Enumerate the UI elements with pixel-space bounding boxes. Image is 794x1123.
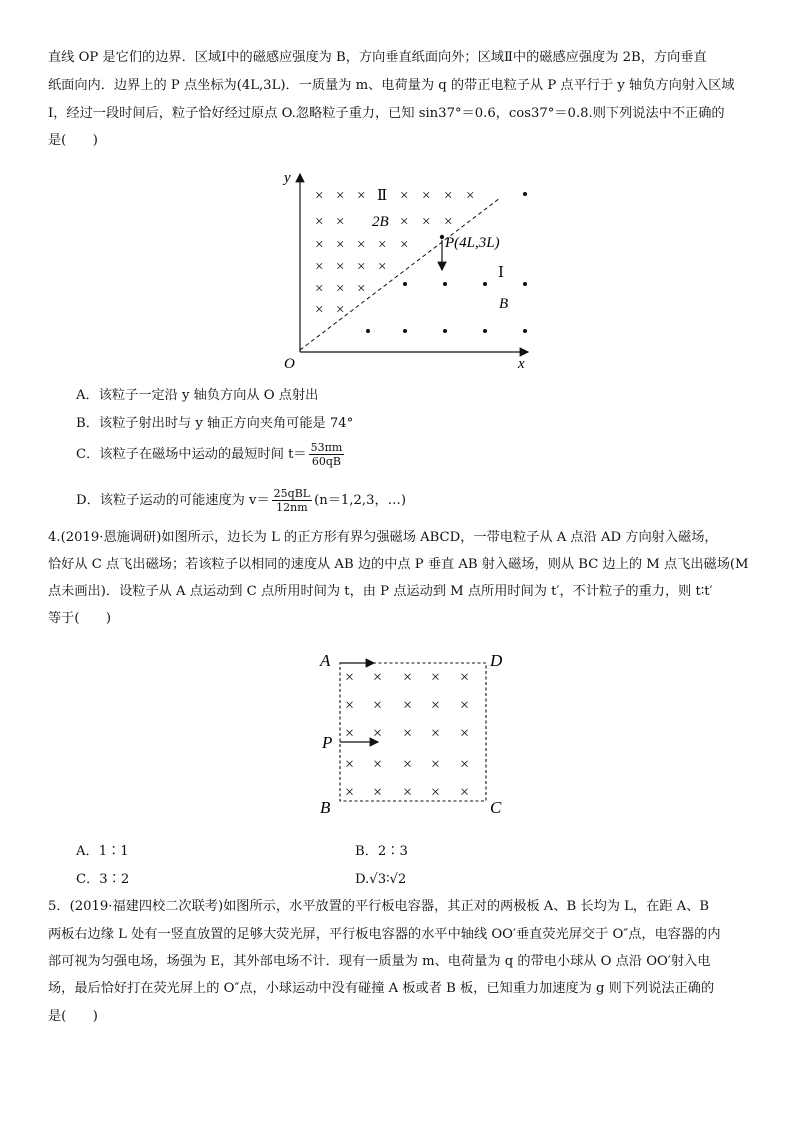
cross: × — [422, 188, 431, 204]
cross: × — [336, 302, 345, 318]
q4-option-b: B．2∶3 — [355, 844, 408, 859]
cross: × — [422, 214, 431, 230]
dot — [523, 192, 527, 196]
q5-stem-line-5: 是( ) — [48, 1009, 98, 1024]
q3-option-c-fraction — [309, 441, 345, 468]
cross: × — [336, 188, 345, 204]
q3-option-a: A．该粒子一定沿 y 轴负方向从 O 点射出 — [76, 388, 319, 403]
cross: × — [460, 697, 470, 714]
q3-stem-line-1: 直线 OP 是它们的边界．区域Ⅰ中的磁感应强度为 B，方向垂直纸面向外；区域Ⅱ中的磁感应强度为 2B，方向垂直 — [48, 50, 707, 65]
fraction-numerator: 53πm — [310, 441, 343, 454]
corner-b-label: B — [320, 798, 331, 817]
point-p-label: P — [322, 733, 333, 752]
cross: × — [315, 214, 324, 230]
cross: × — [357, 188, 366, 204]
origin-label: O — [284, 356, 295, 372]
cross: × — [336, 259, 345, 275]
region-2-crosses — [315, 188, 474, 318]
cross: × — [357, 237, 366, 253]
cross: × — [431, 669, 441, 686]
cross: × — [403, 756, 413, 773]
cross: × — [315, 281, 324, 297]
q3-option-c — [76, 441, 346, 468]
region-1-label: Ⅰ — [498, 265, 504, 281]
corner-a-label: A — [320, 651, 331, 670]
q3-option-d-suffix: (n＝1,2,3，…) — [314, 493, 406, 508]
cross: × — [431, 784, 441, 801]
q5-stem-line-2: 两板右边缘 L 处有一竖直放置的足够大荧光屏，平行板电容器的水平中轴线 OO′垂直荧光屏交于 O″点，电容器的内 — [48, 927, 721, 942]
cross: × — [466, 188, 475, 204]
region-2-field-label: 2B — [372, 214, 389, 230]
cross: × — [400, 214, 409, 230]
cross: × — [403, 725, 413, 742]
cross: × — [431, 697, 441, 714]
cross: × — [336, 214, 345, 230]
cross: × — [345, 756, 355, 773]
cross: × — [400, 237, 409, 253]
dot — [403, 329, 407, 333]
q4-square-field-figure — [318, 645, 518, 823]
q3-stem-line-4: 是( ) — [48, 133, 98, 148]
point-p-label: P(4L,3L) — [445, 235, 500, 251]
dot — [443, 282, 447, 286]
cross: × — [373, 725, 383, 742]
q5-stem-line-1: 5．(2019·福建四校二次联考)如图所示，水平放置的平行板电容器，其正对的两极板 A、B 长均为 L，在距 A、B — [48, 899, 710, 914]
cross: × — [460, 725, 470, 742]
cross: × — [460, 756, 470, 773]
q3-option-c-prefix: C．该粒子在磁场中运动的最短时间 t＝ — [76, 447, 307, 462]
cross: × — [345, 725, 355, 742]
q4-option-d: D.√3∶√2 — [355, 872, 407, 887]
region-1-field-label: B — [499, 296, 509, 312]
q4-stem-line-3: 点未画出)．设粒子从 A 点运动到 C 点所用时间为 t，由 P 点运动到 M 点所用时间为 t′，不计粒子的重力，则 t∶t′ — [48, 584, 713, 599]
q3-stem-line-3: Ⅰ，经过一段时间后，粒子恰好经过原点 O.忽略粒子重力，已知 sin37°＝0.6，cos37°＝0.8.则下列说法中不正确的 — [48, 106, 725, 121]
cross: × — [336, 281, 345, 297]
cross: × — [373, 756, 383, 773]
cross: × — [403, 669, 413, 686]
cross: × — [373, 784, 383, 801]
cross: × — [403, 784, 413, 801]
fraction-denominator: 12nm — [276, 501, 308, 514]
cross: × — [373, 697, 383, 714]
cross: × — [378, 237, 387, 253]
dot — [483, 329, 487, 333]
q3-stem-line-2: 纸面向内．边界上的 P 点坐标为(4L,3L)．一质量为 m、电荷量为 q 的带正电粒子从 P 点平行于 y 轴负方向射入区域 — [48, 78, 735, 93]
cross: × — [431, 725, 441, 742]
q4-stem-line-1: 4.(2019·恩施调研)如图所示，边长为 L 的正方形有界匀强磁场 ABCD，一带电粒子从 A 点沿 AD 方向射入磁场， — [48, 530, 718, 545]
cross: × — [444, 188, 453, 204]
q3-option-d-prefix: D．该粒子运动的可能速度为 v＝ — [76, 493, 270, 508]
q5-stem-line-4: 场，最后恰好打在荧光屏上的 O″点，小球运动中没有碰撞 A 板或者 B 板，已知重力加速度为 g 则下列说法正确的 — [48, 981, 715, 996]
fraction-denominator: 60qB — [311, 455, 341, 468]
cross: × — [431, 756, 441, 773]
dot — [403, 282, 407, 286]
q4-option-a: A．1∶1 — [76, 844, 129, 859]
fraction-numerator: 25qBL — [273, 487, 311, 500]
cross: × — [345, 697, 355, 714]
cross: × — [373, 669, 383, 686]
q3-option-d — [76, 487, 406, 514]
q5-stem-line-3: 部可视为匀强电场，场强为 E，其外部电场不计．现有一质量为 m、电荷量为 q 的带电小球从 O 点沿 OO′射入电 — [48, 954, 711, 969]
cross: × — [400, 188, 409, 204]
q4-option-c: C．3∶2 — [76, 872, 130, 887]
q3-option-d-fraction — [272, 487, 312, 514]
cross: × — [378, 259, 387, 275]
field-crosses — [345, 669, 469, 801]
cross: × — [315, 259, 324, 275]
dot — [443, 329, 447, 333]
y-axis-label: y — [284, 170, 291, 186]
corner-c-label: C — [490, 798, 502, 817]
cross: × — [315, 302, 324, 318]
q4-stem-line-2: 恰好从 C 点飞出磁场；若该粒子以相同的速度从 AB 边的中点 P 垂直 AB 射入磁场，则从 BC 边上的 M 点飞出磁场(M — [48, 557, 749, 572]
cross: × — [403, 697, 413, 714]
dot — [523, 282, 527, 286]
dot — [523, 329, 527, 333]
q3-magnetic-field-figure — [270, 160, 550, 375]
cross: × — [345, 784, 355, 801]
point-p — [440, 235, 444, 239]
cross: × — [357, 259, 366, 275]
cross: × — [460, 784, 470, 801]
cross: × — [315, 237, 324, 253]
cross: × — [460, 669, 470, 686]
q4-stem-line-4: 等于( ) — [48, 611, 112, 626]
corner-d-label: D — [490, 651, 503, 670]
cross: × — [315, 188, 324, 204]
q3-option-b: B．该粒子射出时与 y 轴正方向夹角可能是 74° — [76, 416, 354, 431]
x-axis-label: x — [518, 356, 525, 372]
cross: × — [336, 237, 345, 253]
region-2-label: Ⅱ — [377, 188, 388, 204]
dot — [483, 282, 487, 286]
cross: × — [357, 281, 366, 297]
cross: × — [444, 214, 453, 230]
cross: × — [345, 669, 355, 686]
dot — [366, 329, 370, 333]
